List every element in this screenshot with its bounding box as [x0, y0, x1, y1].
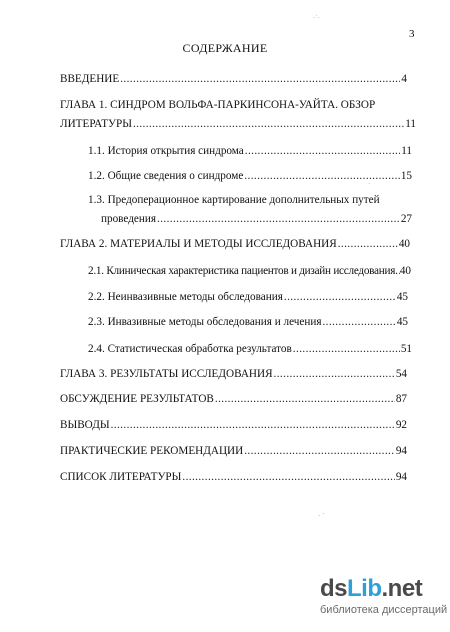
dot-leader [157, 211, 400, 227]
toc-entry-title: 2.2. Неинвазивные методы обследования [88, 291, 283, 303]
dot-leader [215, 391, 395, 407]
toc-entry[interactable] [60, 391, 407, 407]
toc-entry-title-line1: 1.3. Предоперационное картирование дополнительных путей [88, 194, 380, 206]
toc-entry-title-line2: ЛИТЕРАТУРЫ [60, 118, 132, 130]
toc-entry-page: 94 [395, 471, 407, 483]
scan-speck: · ´ [318, 512, 325, 520]
logo-part-ds: ds [320, 575, 348, 602]
toc-entry-title: ГЛАВА 2. МАТЕРИАЛЫ И МЕТОДЫ ИССЛЕДОВАНИЯ [60, 238, 337, 250]
dot-leader [293, 341, 400, 357]
toc-title: СОДЕРЖАНИЕ [182, 41, 268, 55]
toc-entry[interactable] [60, 443, 407, 459]
toc-entry-title: 2.3. Инвазивные методы обследования и лечения [88, 316, 322, 328]
toc-entry[interactable] [88, 192, 412, 227]
toc-entry[interactable] [88, 289, 408, 305]
toc-entry[interactable] [88, 314, 408, 330]
watermark-tagline: библиотека диссертаций [320, 604, 448, 616]
toc-entry[interactable] [88, 143, 412, 159]
toc-entry[interactable] [60, 469, 407, 485]
dot-leader [120, 71, 400, 87]
dot-leader [133, 116, 404, 132]
toc-entry[interactable] [60, 97, 416, 132]
toc-entry[interactable] [60, 417, 407, 433]
toc-entry-title: 2.4. Статистическая обработка результатов [88, 343, 292, 355]
toc-entry-title: 1.1. История открытия синдрома [88, 145, 244, 157]
toc-entry-page: 40 [399, 265, 411, 277]
toc-entry-title: ВВЕДЕНИЕ [60, 73, 120, 85]
toc-entry-title: 2.1. Клиническая характеристика пациентов и дизайн исследования [88, 265, 396, 277]
toc-entry-page: 40 [398, 238, 410, 250]
toc-entry-title: СПИСОК ЛИТЕРАТУРЫ [60, 471, 182, 483]
toc-entry-page: 92 [395, 419, 407, 431]
logo-part-net: .net [381, 575, 423, 602]
dot-leader [182, 469, 394, 485]
page-number: 3 [409, 28, 415, 40]
toc-entry-page: 27 [400, 213, 412, 225]
toc-entry[interactable] [88, 263, 411, 279]
dot-leader [111, 417, 395, 433]
scan-speck: ·˙· [313, 14, 320, 22]
dot-leader [244, 443, 395, 459]
watermark [320, 575, 448, 625]
toc-entry-title: 1.2. Общие сведения о синдроме [88, 170, 244, 182]
toc-entry-title-line1: ГЛАВА 1. СИНДРОМ ВОЛЬФА-ПАРКИНСОНА-УАЙТА. ОБЗОР [60, 99, 376, 111]
toc-entry[interactable] [60, 366, 407, 382]
dot-leader [284, 289, 396, 305]
toc-entry-page: 4 [401, 73, 407, 85]
toc-entry-page: 45 [396, 316, 408, 328]
dot-leader [274, 366, 395, 382]
toc-entry-page: 11 [405, 118, 416, 130]
toc-entry-page: 94 [395, 445, 407, 457]
toc-entry-page: 87 [395, 393, 407, 405]
dot-leader [322, 314, 395, 330]
toc-entry[interactable] [60, 236, 410, 252]
toc-entry-page: 51 [400, 343, 412, 355]
logo-part-lib: Lib [347, 575, 382, 602]
dot-leader [245, 143, 400, 159]
watermark-logo[interactable] [320, 575, 422, 603]
toc-entry[interactable] [88, 168, 412, 184]
toc-entry-title: ПРАКТИЧЕСКИЕ РЕКОМЕНДАЦИИ [60, 445, 244, 457]
toc-entry[interactable] [88, 341, 412, 357]
toc-entry-page: 15 [400, 170, 412, 182]
toc-entry-title: ГЛАВА 3. РЕЗУЛЬТАТЫ ИССЛЕДОВАНИЯ [60, 368, 273, 380]
toc-entry-page: 11 [401, 145, 412, 157]
toc-entry-title: ОБСУЖДЕНИЕ РЕЗУЛЬТАТОВ [60, 393, 214, 405]
toc-entry-page: 54 [395, 368, 407, 380]
scan-speck: · [368, 180, 371, 188]
dot-leader [338, 236, 398, 252]
toc-entry-title: ВЫВОДЫ [60, 419, 110, 431]
toc-entry-title-line2: проведения [101, 213, 156, 225]
toc-entry[interactable] [60, 71, 407, 87]
toc-entry-page: 45 [396, 291, 408, 303]
dot-leader [244, 168, 399, 184]
